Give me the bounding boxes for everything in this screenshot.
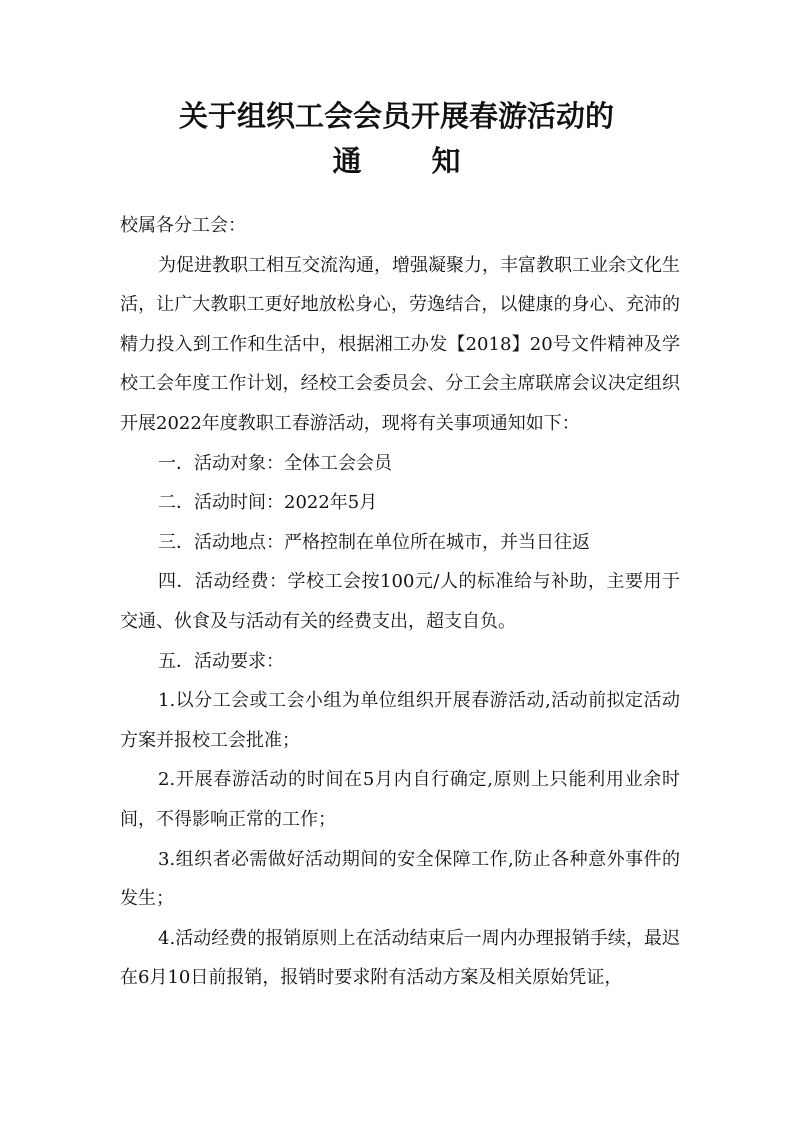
item-target: 一．活动对象：全体工会会员: [158, 452, 392, 474]
requirement-2: 2.开展春游活动的时间在5月内自行确定,原则上只能利用业余时间，不得影响正常的工作；: [120, 769, 680, 830]
salutation: 校属各分工会：: [120, 215, 246, 236]
notice-body: [120, 206, 680, 998]
intro-paragraph: 为促进教职工相互交流沟通，增强凝聚力，丰富教职工业余文化生活，让广大教职工更好地放松身心，劳逸结合，以健康的身心、充沛的精力投入到工作和生活中，根据湘工办发【2018】20号文件精神及学校工会年度工作计划，经校工会委员会、分工会主席联席会议决定组织开展2022年度教职工春游活动，现将有关事项通知如下：: [120, 254, 680, 434]
requirement-4: 4.活动经费的报销原则上在活动结束后一周内办理报销手续，最迟在6月10日前报销，报销时要求附有活动方案及相关原始凭证，: [120, 927, 680, 989]
item-location: 三．活动地点：严格控制在单位所在城市，并当日往返: [158, 531, 590, 553]
item-time: 二．活动时间：2022年5月: [158, 492, 378, 514]
item-funding: 四．活动经费：学校工会按100元/人的标准给与补助，主要用于交通、伙食及与活动有关的经费支出，超支自负。: [120, 571, 680, 632]
requirement-1: 1.以分工会或工会小组为单位组织开展春游活动,活动前拟定活动方案并报校工会批准；: [120, 690, 680, 751]
item-requirements: 五．活动要求：: [158, 650, 284, 672]
notice-subtitle: [0, 143, 793, 179]
subtitle-char-1: 通: [332, 144, 362, 178]
requirement-3: 3.组织者必需做好活动期间的安全保障工作,防止各种意外事件的发生；: [120, 848, 680, 910]
notice-title: 关于组织工会会员开展春游活动的: [178, 99, 614, 133]
subtitle-char-2: 知: [431, 144, 461, 178]
